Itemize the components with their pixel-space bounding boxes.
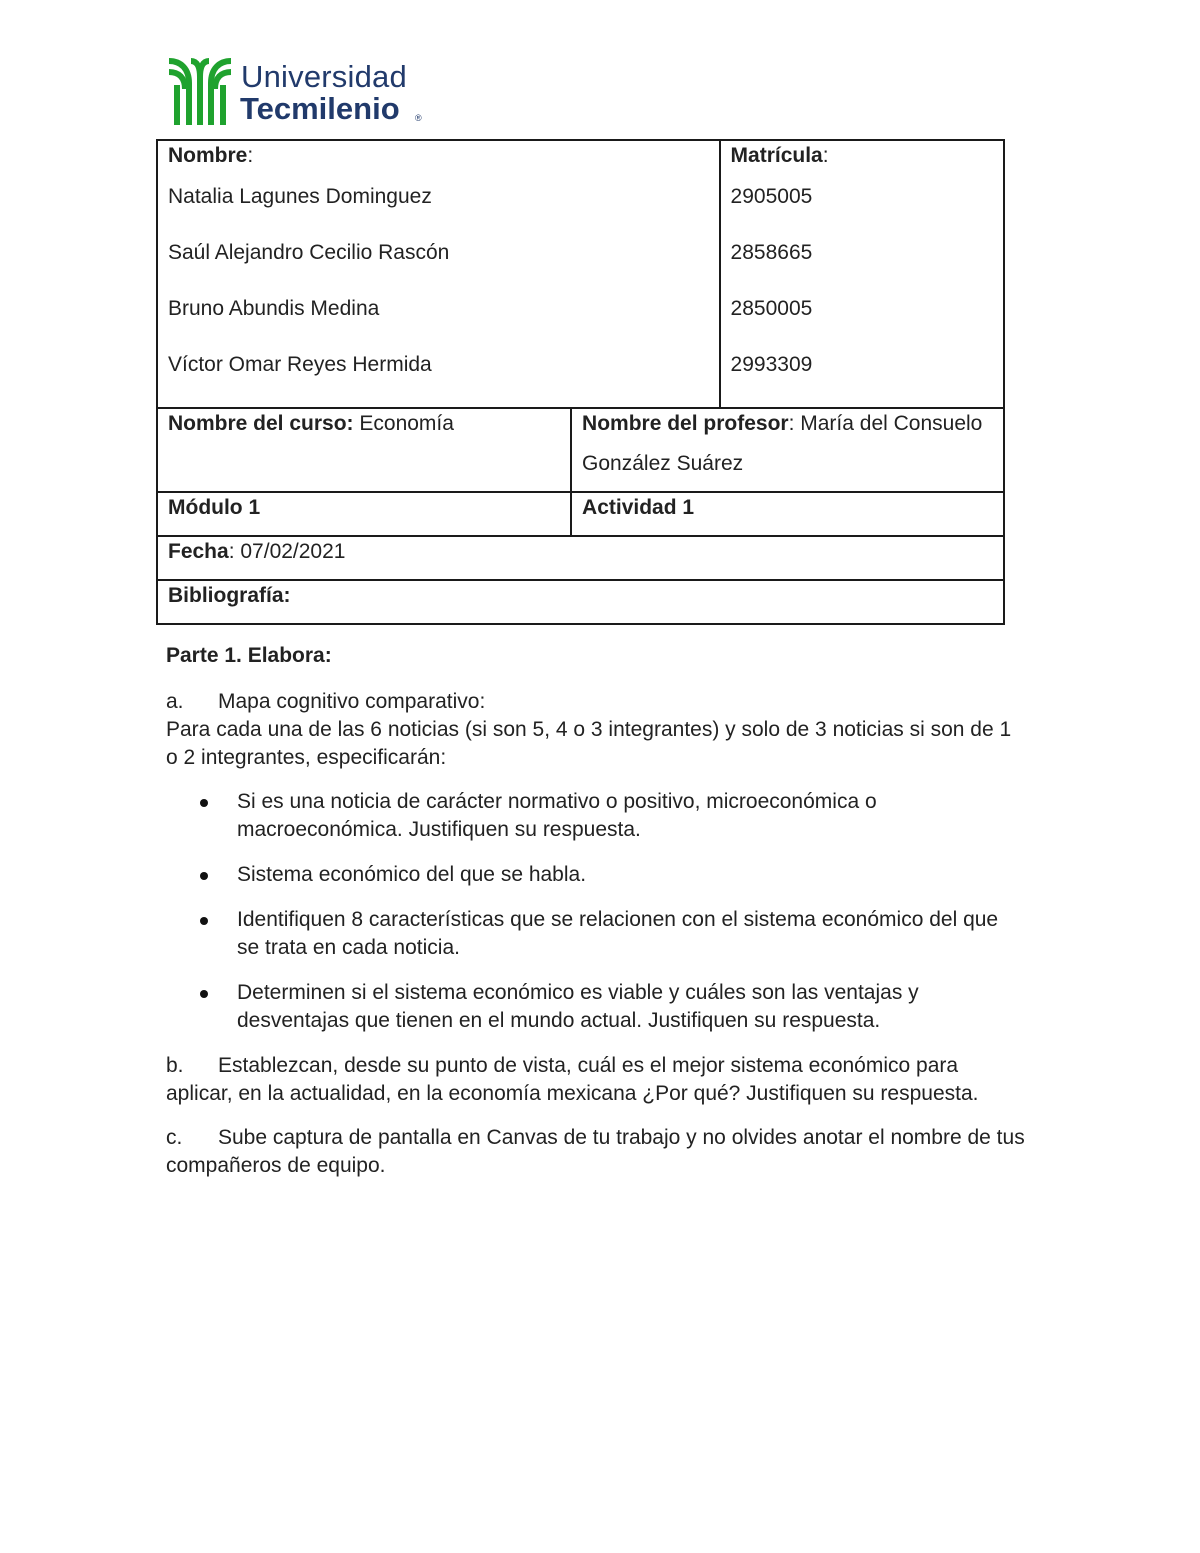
profesor-value: : María del Consuelo González Suárez bbox=[582, 412, 983, 475]
modulo-cell bbox=[157, 492, 571, 536]
fecha-cell bbox=[157, 536, 1004, 580]
student-name: Saúl Alejandro Cecilio Rascón bbox=[168, 241, 450, 264]
parte-heading: Parte 1. Elabora: bbox=[166, 644, 332, 667]
bullet-icon bbox=[200, 872, 208, 880]
student-ids-list bbox=[731, 169, 993, 393]
matricula-label: Matrícula bbox=[730, 144, 823, 167]
bibliografia-cell bbox=[157, 580, 1004, 624]
bullet-icon bbox=[200, 799, 208, 807]
names-cell bbox=[157, 140, 720, 408]
curso-label: Nombre del curso: bbox=[168, 412, 354, 435]
bullet-icon bbox=[200, 990, 208, 998]
student-names-list bbox=[168, 169, 709, 393]
item-a-text: Mapa cognitivo comparativo: bbox=[218, 690, 486, 713]
tecmilenio-emblem-icon bbox=[165, 55, 235, 127]
profesor-label: Nombre del profesor bbox=[582, 412, 789, 435]
list-item-text: Determinen si el sistema económico es viable y cuáles son las ventajas y desventajas que tienen en el mundo actual. Justifiquen su respuesta. bbox=[237, 981, 919, 1032]
nombre-label: Nombre bbox=[168, 144, 248, 167]
list-item bbox=[166, 788, 1026, 844]
curso-cell bbox=[157, 408, 571, 492]
item-a-description: Para cada una de las 6 noticias (si son 5, 4 o 3 integrantes) y solo de 3 noticias si son de 1 o 2 integrantes, especificarán: bbox=[166, 718, 1012, 769]
matricula-colon: : bbox=[822, 144, 829, 167]
student-id: 2850005 bbox=[730, 297, 813, 320]
student-id: 2858665 bbox=[730, 241, 813, 264]
student-info-table bbox=[156, 139, 1005, 625]
item-a bbox=[166, 688, 1026, 716]
item-b bbox=[166, 1052, 1026, 1108]
modulo-label: Módulo 1 bbox=[168, 496, 261, 519]
fecha-value: : 07/02/2021 bbox=[228, 540, 346, 563]
item-b-text: Establezcan, desde su punto de vista, cuál es el mejor sistema económico para aplicar, en la actualidad, en la economía mexicana ¿Por qué? Justifiquen su respuesta. bbox=[166, 1054, 979, 1105]
student-id: 2993309 bbox=[730, 353, 813, 376]
bibliografia-label: Bibliografía: bbox=[168, 584, 291, 607]
item-c-label: c. bbox=[166, 1126, 183, 1149]
list-item-text: Identifiquen 8 características que se relacionen con el sistema económico del que se trata en cada noticia. bbox=[237, 908, 999, 959]
actividad-label: Actividad 1 bbox=[582, 496, 695, 519]
list-item-text: Sistema económico del que se habla. bbox=[237, 863, 587, 886]
names-row bbox=[157, 140, 1004, 408]
list-item bbox=[166, 861, 1026, 889]
logo-universidad-text: Universidad bbox=[241, 59, 407, 94]
list-item-text: Si es una noticia de carácter normativo o positivo, microeconómica o macroeconómica. Justifiquen su respuesta. bbox=[237, 790, 877, 841]
module-row bbox=[157, 492, 1004, 536]
university-logo bbox=[165, 55, 435, 130]
activity-instructions bbox=[166, 640, 1026, 1180]
item-c-text: Sube captura de pantalla en Canvas de tu trabajo y no olvides anotar el nombre de tus compañeros de equipo. bbox=[166, 1126, 1025, 1177]
matricula-cell bbox=[720, 140, 1004, 408]
student-name: Víctor Omar Reyes Hermida bbox=[168, 353, 432, 376]
bullet-icon bbox=[200, 917, 208, 925]
student-name: Bruno Abundis Medina bbox=[168, 297, 380, 320]
date-row bbox=[157, 536, 1004, 580]
nombre-colon: : bbox=[247, 144, 254, 167]
bibliography-row bbox=[157, 580, 1004, 624]
item-b-label: b. bbox=[166, 1054, 184, 1077]
student-name: Natalia Lagunes Dominguez bbox=[168, 185, 432, 208]
profesor-cell bbox=[571, 408, 1004, 492]
course-row bbox=[157, 408, 1004, 492]
requirements-list bbox=[166, 788, 1026, 1035]
logo-tecmilenio-text: Tecmilenio bbox=[240, 91, 400, 126]
student-id: 2905005 bbox=[730, 185, 813, 208]
curso-value: Economía bbox=[353, 412, 454, 435]
fecha-label: Fecha bbox=[168, 540, 229, 563]
item-a-label: a. bbox=[166, 690, 184, 713]
list-item bbox=[166, 979, 1026, 1035]
actividad-cell bbox=[571, 492, 1004, 536]
item-c bbox=[166, 1124, 1026, 1180]
registered-mark: ® bbox=[415, 113, 422, 123]
list-item bbox=[166, 906, 1026, 962]
